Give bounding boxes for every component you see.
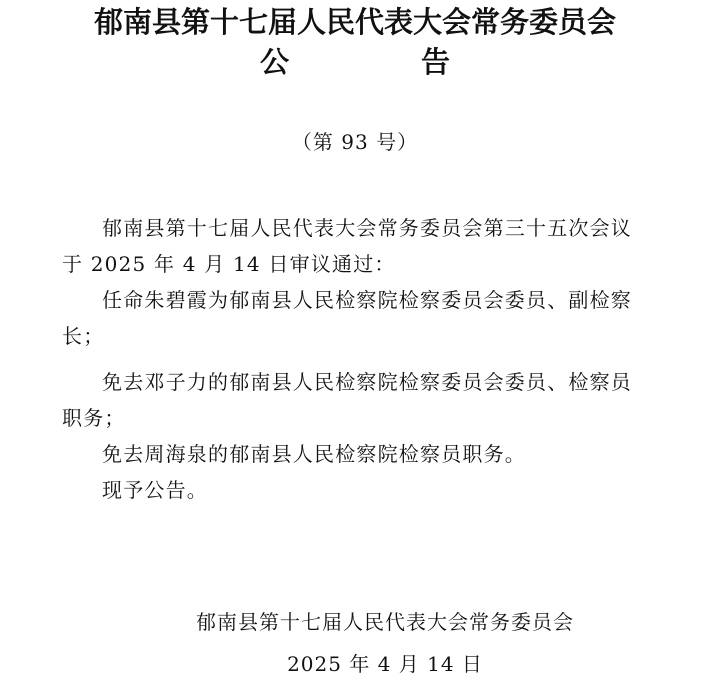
appointment-item-1: 任命朱碧霞为郁南县人民检察院检察委员会委员、副检察长；: [62, 288, 632, 348]
removal-item-2: 免去邓子力的郁南县人民检察院检察委员会委员、检察员职务；: [62, 370, 632, 430]
removal-item-3: 免去周海泉的郁南县人民检察院检察员职务。: [102, 442, 526, 466]
signature-date: 2025 年 4 月 14 日: [287, 652, 483, 676]
document-title: 郁南县第十七届人民代表大会常务委员会: [93, 5, 616, 39]
signature-organization: 郁南县第十七届人民代表大会常务委员会: [196, 610, 574, 634]
closing-paragraph: 现予公告。: [102, 478, 208, 502]
document-subtitle: 公告: [259, 45, 582, 79]
announcement-body: [62, 210, 648, 508]
intro-paragraph: 郁南县第十七届人民代表大会常务委员会第三十五次会议于 2025 年 4 月 14 日审议通过：: [62, 216, 632, 276]
issue-number: （第 93 号）: [291, 130, 419, 154]
